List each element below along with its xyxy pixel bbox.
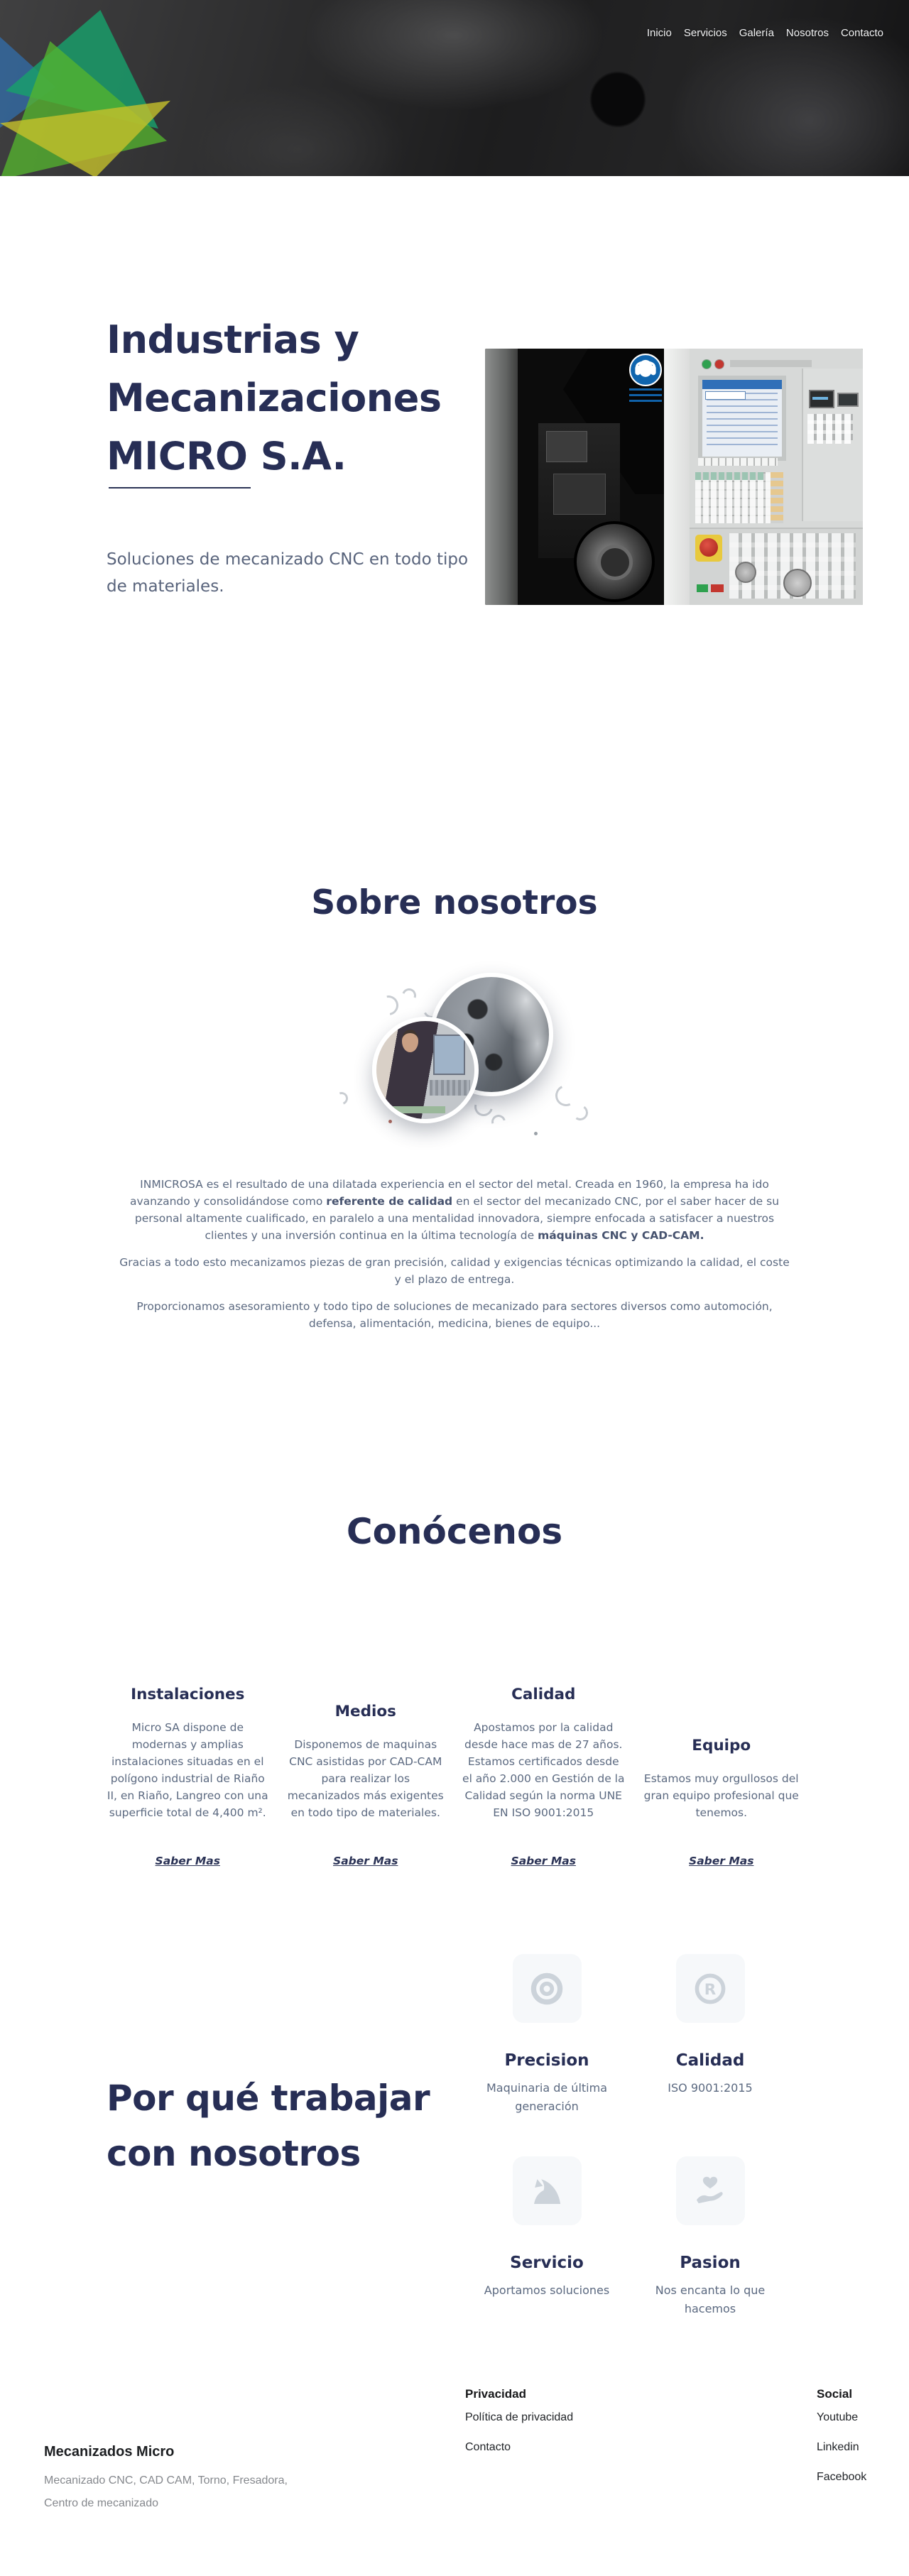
metal-speck bbox=[388, 1120, 392, 1123]
icon-tile bbox=[676, 2156, 745, 2225]
footer-link-contact[interactable]: Contacto bbox=[465, 2441, 511, 2453]
worker-head bbox=[402, 1030, 418, 1052]
feature-subtitle: Nos encanta lo que hacemos bbox=[655, 2283, 766, 2315]
page-title: Industrias y Mecanizaciones MICRO S.A. bbox=[107, 317, 442, 479]
saber-mas-link[interactable]: Saber Mas bbox=[333, 1855, 398, 1867]
icon-tile bbox=[513, 1954, 582, 2023]
ear-protection-sign-icon bbox=[629, 354, 662, 386]
feature-servicio bbox=[465, 2156, 628, 2359]
why-heading: Por qué trabajar con nosotros bbox=[107, 2077, 430, 2174]
lower-red-button bbox=[711, 584, 724, 592]
footer-link-privacy-policy[interactable]: Política de privacidad bbox=[465, 2411, 574, 2423]
feature-title: Precision bbox=[504, 2051, 589, 2070]
keyboard-green-row bbox=[695, 472, 763, 480]
main-nav bbox=[647, 27, 883, 39]
card-body: Estamos muy orgullosos del gran equipo profesional que tenemos. bbox=[643, 1772, 799, 1819]
nav-item-galeria[interactable]: Galería bbox=[739, 27, 774, 39]
emergency-stop-button bbox=[700, 538, 718, 557]
cnc-screen-titlebar bbox=[702, 380, 782, 389]
footer-social-heading: Social bbox=[817, 2387, 853, 2401]
conocenos-heading: Conócenos bbox=[346, 1510, 563, 1552]
nav-item-servicios[interactable]: Servicios bbox=[683, 27, 727, 39]
control-knob bbox=[783, 569, 812, 597]
cnc-screen-window bbox=[705, 391, 746, 400]
panel-red-button bbox=[714, 359, 724, 369]
card-body: Apostamos por la calidad desde hace mas de 27 años. Estamos certificados desde el año 2.000 en Gestión de la Calidad según la norma UNE EN ISO 9001:2015 bbox=[462, 1721, 625, 1819]
about-heading: Sobre nosotros bbox=[311, 883, 598, 922]
worker-screen bbox=[433, 1035, 465, 1074]
saber-mas-link[interactable]: Saber Mas bbox=[511, 1855, 576, 1867]
saber-mas-link[interactable]: Saber Mas bbox=[155, 1855, 220, 1867]
icon-tile bbox=[513, 2156, 582, 2225]
card-title: Instalaciones bbox=[131, 1686, 245, 1703]
footer-tagline: Mecanizado CNC, CAD CAM, Torno, Fresadora, Centro de mecanizado bbox=[44, 2474, 288, 2509]
metal-speck bbox=[534, 1132, 538, 1135]
feature-precision bbox=[465, 1954, 628, 2156]
title-divider bbox=[109, 487, 251, 489]
card-medios bbox=[285, 1703, 447, 1867]
feature-pasion bbox=[628, 2156, 792, 2359]
about-paragraph-3: Proporcionamos asesoramiento y todo tipo de soluciones de mecanizado para sectores diversos como automoción, defensa, alimentación, medicina, bienes de equipo... bbox=[136, 1300, 773, 1330]
about-paragraph-2: Gracias a todo esto mecanizamos piezas de gran precisión, calidad y exigencias técnicas optimizando la calidad, el coste y el plazo de entrega. bbox=[119, 1256, 790, 1286]
module-lcd-display bbox=[809, 390, 834, 408]
machine-tool bbox=[553, 474, 606, 515]
cnc-screen bbox=[698, 376, 786, 461]
target-icon bbox=[528, 1970, 566, 2008]
about-paragraphs bbox=[117, 1176, 792, 1342]
registered-icon bbox=[691, 1970, 729, 2008]
nav-item-inicio[interactable]: Inicio bbox=[646, 27, 672, 39]
card-calidad bbox=[462, 1686, 625, 1867]
card-instalaciones bbox=[107, 1686, 269, 1867]
cnc-machine-image bbox=[485, 349, 863, 605]
card-body: Disponemos de maquinas CNC asistidas por CAD-CAM para realizar los mecanizados más exigentes en todo tipo de materiales. bbox=[287, 1738, 444, 1819]
panel-green-button bbox=[702, 359, 712, 369]
card-title: Medios bbox=[334, 1703, 396, 1720]
svg-text:R: R bbox=[704, 1980, 717, 1999]
footer-privacy-heading: Privacidad bbox=[465, 2387, 526, 2401]
metal-shaving bbox=[571, 1103, 589, 1121]
card-title: Calidad bbox=[511, 1686, 576, 1703]
feature-subtitle: Aportamos soluciones bbox=[484, 2283, 610, 2297]
machine-tool bbox=[546, 431, 587, 462]
module-lcd-display bbox=[837, 393, 859, 407]
footer-social-column bbox=[817, 2387, 866, 2501]
footer-brand: Mecanizados Micro bbox=[44, 2444, 175, 2460]
feature-title: Servicio bbox=[510, 2254, 584, 2272]
hero-subtitle: Soluciones de mecanizado CNC en todo tipo de materiales. bbox=[107, 550, 469, 596]
keyboard-beige-column bbox=[771, 472, 783, 523]
card-title: Equipo bbox=[692, 1737, 751, 1754]
worker-table bbox=[384, 1106, 445, 1113]
machine-chuck-core bbox=[597, 545, 633, 580]
module-keys bbox=[807, 414, 853, 444]
panel-edge bbox=[664, 349, 690, 605]
worker-photo-circle bbox=[372, 1017, 479, 1123]
cnc-screen-content bbox=[707, 393, 778, 449]
footer-privacy-column bbox=[465, 2387, 573, 2471]
machine-floor bbox=[485, 349, 518, 605]
saber-mas-link[interactable]: Saber Mas bbox=[689, 1855, 754, 1867]
hero-header bbox=[0, 0, 909, 176]
shark-fin-icon bbox=[528, 2172, 566, 2210]
worker-keyboard bbox=[430, 1080, 471, 1096]
about-circles-image bbox=[348, 964, 561, 1131]
control-knob bbox=[735, 562, 756, 583]
icon-tile bbox=[676, 1954, 745, 2023]
feature-subtitle: ISO 9001:2015 bbox=[668, 2081, 753, 2095]
features-grid bbox=[465, 1954, 792, 2359]
panel-label-strip bbox=[730, 360, 812, 367]
lower-green-button bbox=[697, 584, 708, 592]
nav-item-nosotros[interactable]: Nosotros bbox=[785, 27, 829, 39]
about-paragraph-1: INMICROSA es el resultado de una dilatada experiencia en el sector del metal. Creada en 1960, la empresa ha ido avanzando y consolidándose como referente de calidad en el sector del mecanizado CNC, por el saber hacer de su personal altamente cualificado, en paralelo a una mentalidad innovadora, siempre enfocada a satisfacer a nuestros clientes y una inversión continua en la última tecnología de máquinas CNC y CAD-CAM. bbox=[129, 1178, 780, 1242]
feature-title: Pasion bbox=[680, 2254, 741, 2272]
nav-item-contacto[interactable]: Contacto bbox=[840, 27, 883, 39]
conocenos-cards bbox=[107, 1661, 802, 1867]
feature-subtitle: Maquinaria de última generación bbox=[486, 2081, 607, 2113]
footer-link-facebook[interactable]: Facebook bbox=[817, 2471, 867, 2483]
softkey-row bbox=[698, 458, 778, 466]
footer-link-linkedin[interactable]: Linkedin bbox=[817, 2441, 859, 2453]
card-equipo bbox=[641, 1737, 803, 1867]
hand-heart-icon bbox=[691, 2172, 729, 2210]
feature-title: Calidad bbox=[675, 2051, 745, 2070]
feature-calidad bbox=[628, 1954, 792, 2156]
sign-text-lines bbox=[629, 388, 662, 404]
footer-link-youtube[interactable]: Youtube bbox=[817, 2411, 859, 2423]
card-body: Micro SA dispone de modernas y amplias instalaciones situadas en el polígono industrial de Riaño II, en Riaño, Langreo con una superficie total de 4,400 m². bbox=[107, 1721, 268, 1819]
